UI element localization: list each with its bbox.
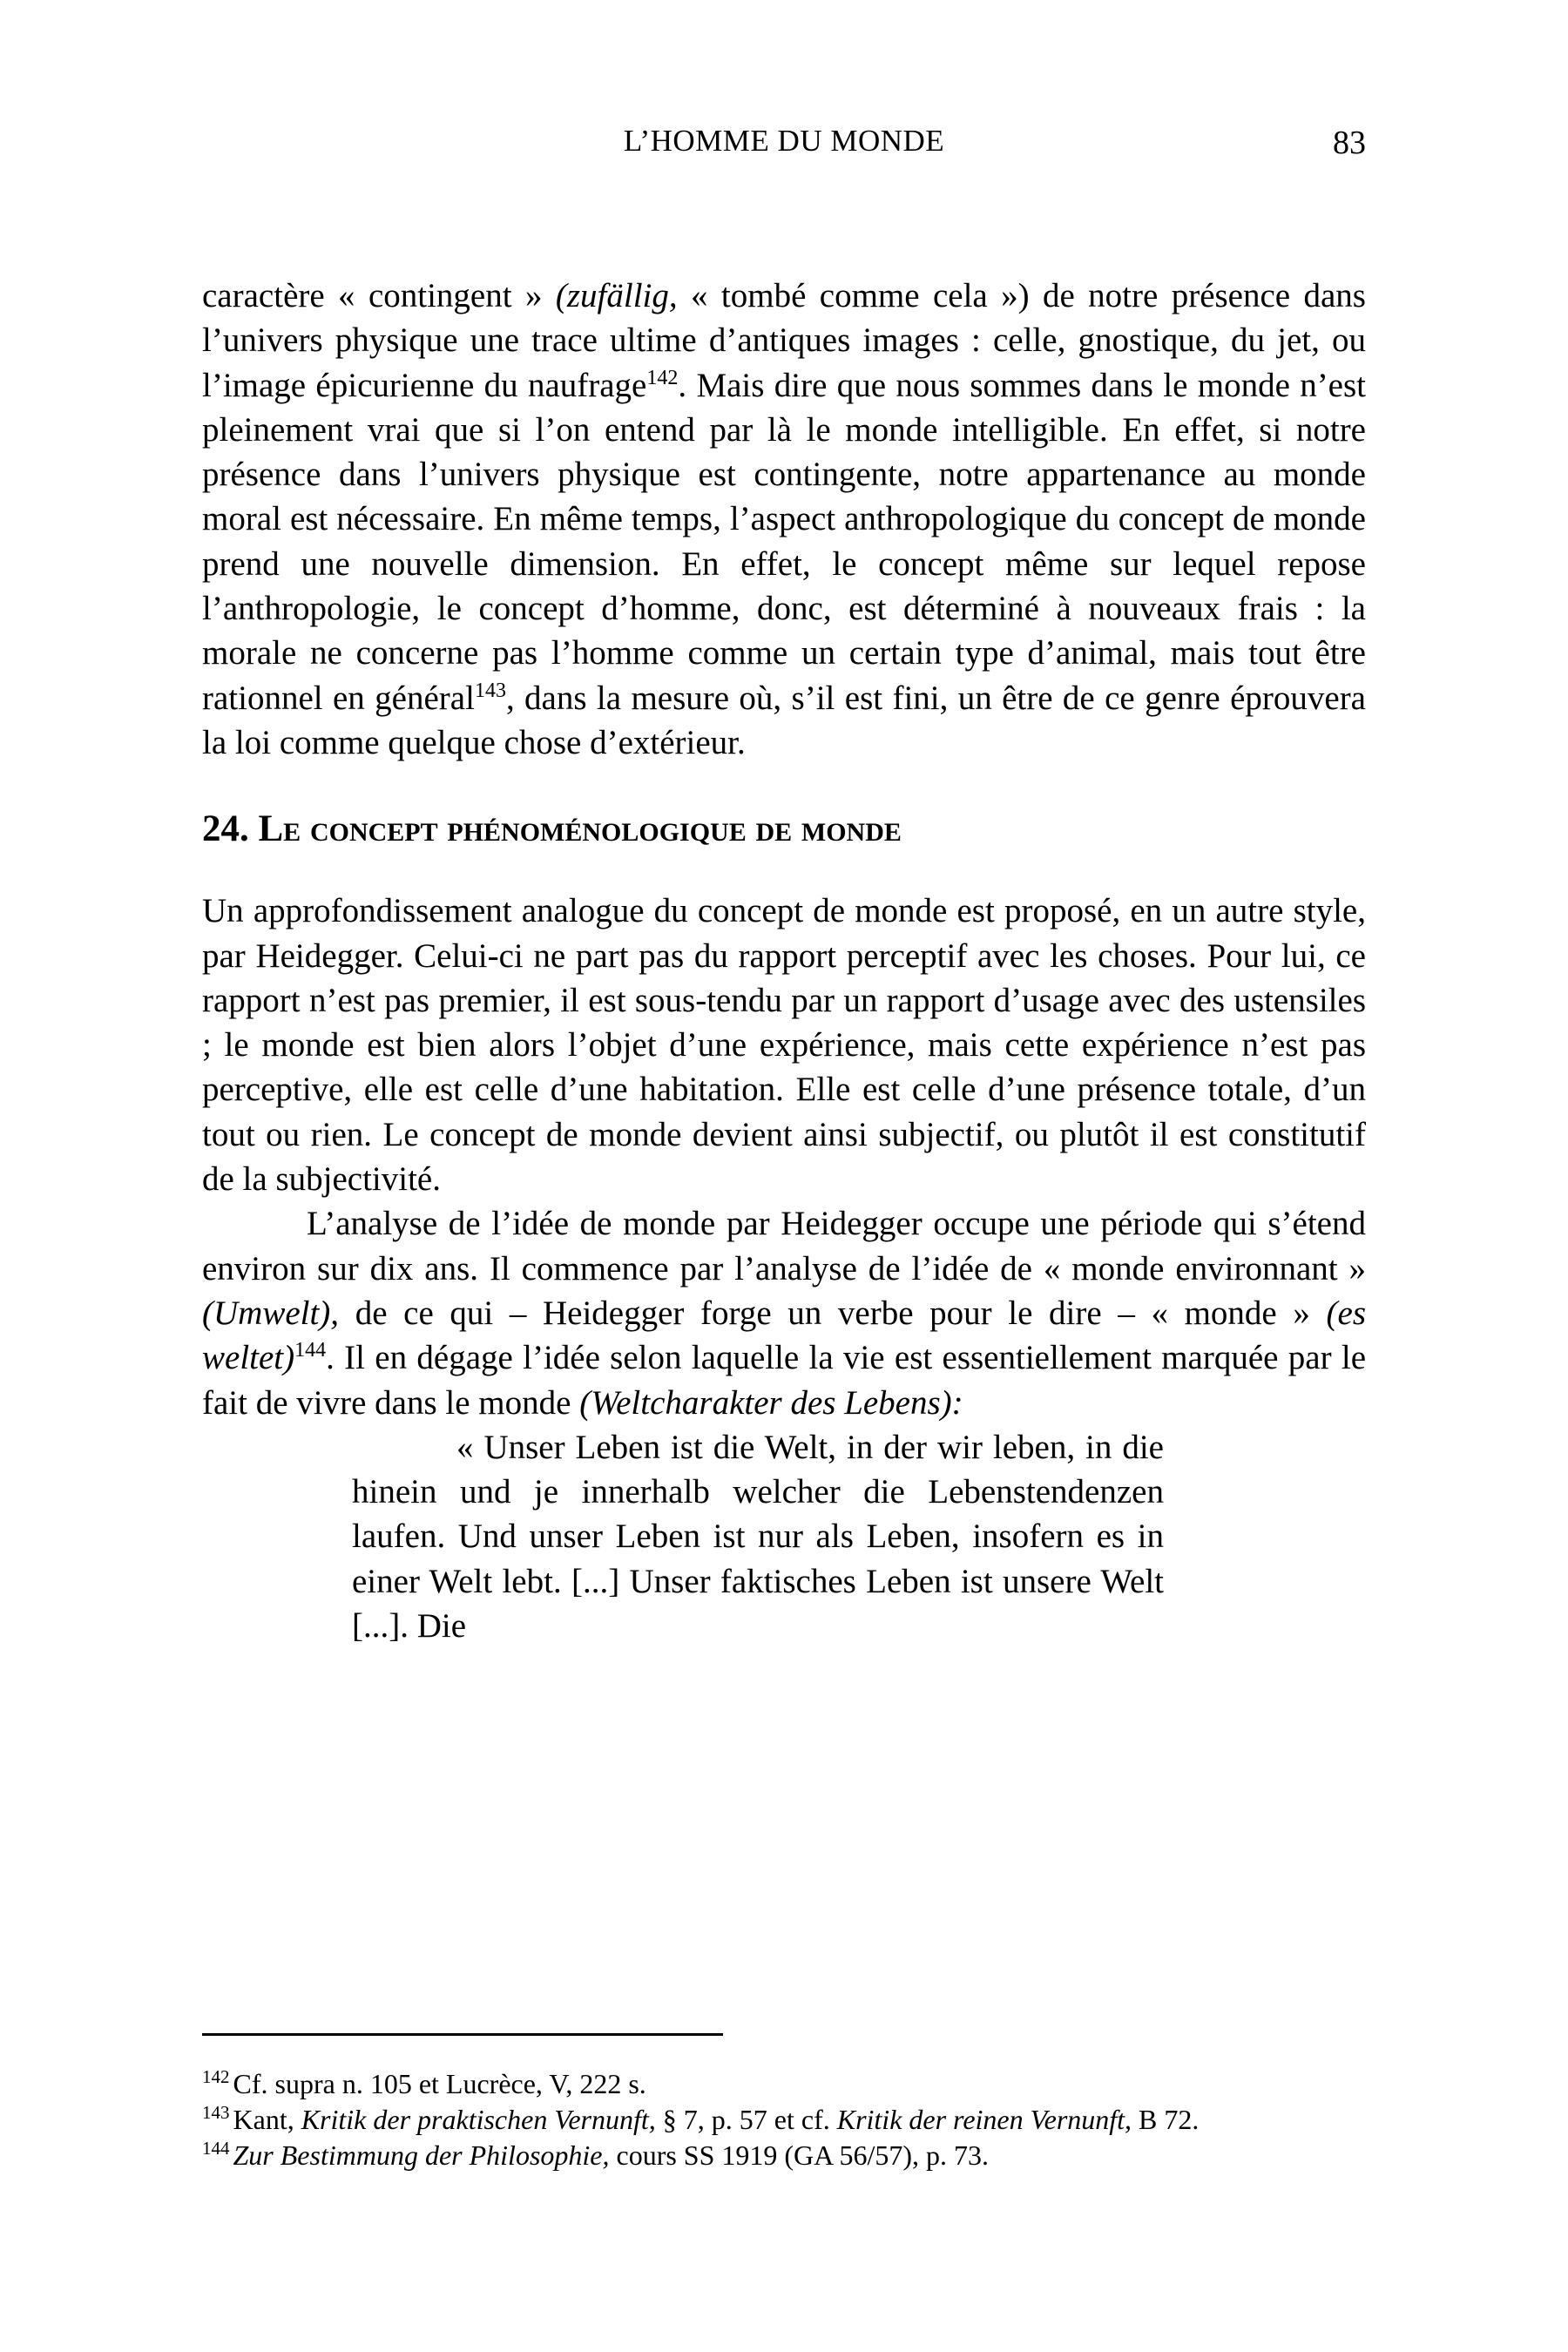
text-run: de ce qui – Heidegger forge un verbe pour le dire – « monde » bbox=[339, 1294, 1327, 1332]
footnote-italic: Kritik der reinen Vernunft, bbox=[836, 2104, 1132, 2135]
italic-run: (Umwelt), bbox=[202, 1294, 340, 1332]
body-text bbox=[202, 274, 1366, 1648]
footnote-italic: Zur Bestimmung der Philosophie, bbox=[233, 2139, 610, 2171]
footnote-text: B 72. bbox=[1132, 2104, 1200, 2135]
paragraph-2: Un approfondissement analogue du concept de monde est proposé, en un autre style, par Heidegger. Celui-ci ne part pas du rapport perceptif avec les choses. Pour lui, ce rapport n’est pas premier, il est sous-tendu par un rapport d’usage avec des ustensiles ; le monde est bien alors l’objet d’une expérience, mais cette expérience n’est pas perceptive, elle est celle d’une habitation. Elle est celle d’une présence totale, d’un tout ou rien. Le concept de monde devient ainsi subjectif, ou plutôt il est constitutif de la subjectivité. bbox=[202, 892, 1366, 1199]
footnote-text: Cf. supra n. 105 et Lucrèce, V, 222 s. bbox=[233, 2068, 646, 2099]
footnote-text: cours SS 1919 (GA 56/57), p. 73. bbox=[609, 2139, 990, 2171]
text-run: « tombé comme cela ») de notre présence dans l’univers physique une trace ultime d’antiques images : celle, gnostique, du jet, ou l’image épicurienne du naufrage bbox=[202, 277, 1366, 404]
footnote-number: 143 bbox=[202, 2102, 230, 2124]
italic-run: (Weltcharakter des Lebens): bbox=[579, 1383, 963, 1422]
running-head bbox=[202, 124, 1366, 167]
text-run: , dans la mesure où, s’il est fini, un être de ce genre éprouvera la loi comme quelque chose d’extérieur. bbox=[202, 679, 1366, 761]
footnote-ref-142[interactable]: 142 bbox=[646, 366, 679, 389]
italic-run: (es weltet) bbox=[202, 1294, 1366, 1377]
footnote-rule bbox=[202, 2033, 723, 2036]
footnote-143 bbox=[202, 2102, 1366, 2138]
running-title: L’HOMME DU MONDE bbox=[623, 124, 945, 158]
italic-run: (zufällig, bbox=[555, 277, 678, 314]
footnote-italic: Kritik der praktischen Vernunft, bbox=[301, 2104, 656, 2135]
footnotes bbox=[202, 2066, 1366, 2173]
footnote-text: § 7, p. 57 et cf. bbox=[655, 2104, 837, 2135]
footnote-number: 142 bbox=[202, 2066, 230, 2088]
text-run: L’analyse de l’idée de monde par Heidegger occupe une période qui s’étend environ sur dix ans. Il commence par l’analyse de l’idée de « monde environnant » bbox=[202, 1205, 1366, 1288]
paragraph-1 bbox=[202, 274, 1366, 765]
page-number: 83 bbox=[1333, 125, 1366, 161]
text-run: . Il en dégage l’idée selon laquelle la vie est essentiellement marquée par le fait de vivre dans le monde bbox=[202, 1339, 1366, 1422]
text-run: caractère « contingent » bbox=[202, 277, 556, 314]
text-run: . Mais dire que nous sommes dans le monde n’est pleinement vrai que si l’on entend par là le monde intelligible. En effet, si notre présence dans l’univers physique est contingente, notre appartenance au monde moral est nécessaire. En même temps, l’aspect anthropologique du concept de monde prend une nouvelle dimension. En effet, le concept même sur lequel repose l’anthropologie, le concept d’homme, donc, est déterminé à nouveaux frais : la morale ne concerne pas l’homme comme un certain type d’animal, mais tout être rationnel en général bbox=[202, 366, 1367, 717]
block-quote bbox=[352, 1425, 1164, 1648]
footnote-144 bbox=[202, 2138, 1366, 2173]
footnote-number: 144 bbox=[202, 2138, 230, 2159]
paragraph-3 bbox=[202, 1201, 1366, 1424]
section-heading bbox=[202, 805, 1366, 854]
footnote-ref-143[interactable]: 143 bbox=[474, 679, 506, 702]
section-number: 24. bbox=[202, 808, 259, 850]
quote-text: « Unser Leben ist die Welt, in der wir leben, in die hinein und je innerhalb welcher die Lebenstendenzen laufen. Und unser Leben ist nur als Leben, insofern es in einer Welt lebt. [...] Unser faktisches Leben ist unsere Welt [...]. Die bbox=[352, 1428, 1164, 1646]
footnote-142 bbox=[202, 2066, 1366, 2102]
section-title: Le concept phénoménologique de monde bbox=[258, 808, 902, 850]
footnote-text: Kant, bbox=[233, 2104, 301, 2135]
footnote-ref-144[interactable]: 144 bbox=[294, 1339, 327, 1362]
